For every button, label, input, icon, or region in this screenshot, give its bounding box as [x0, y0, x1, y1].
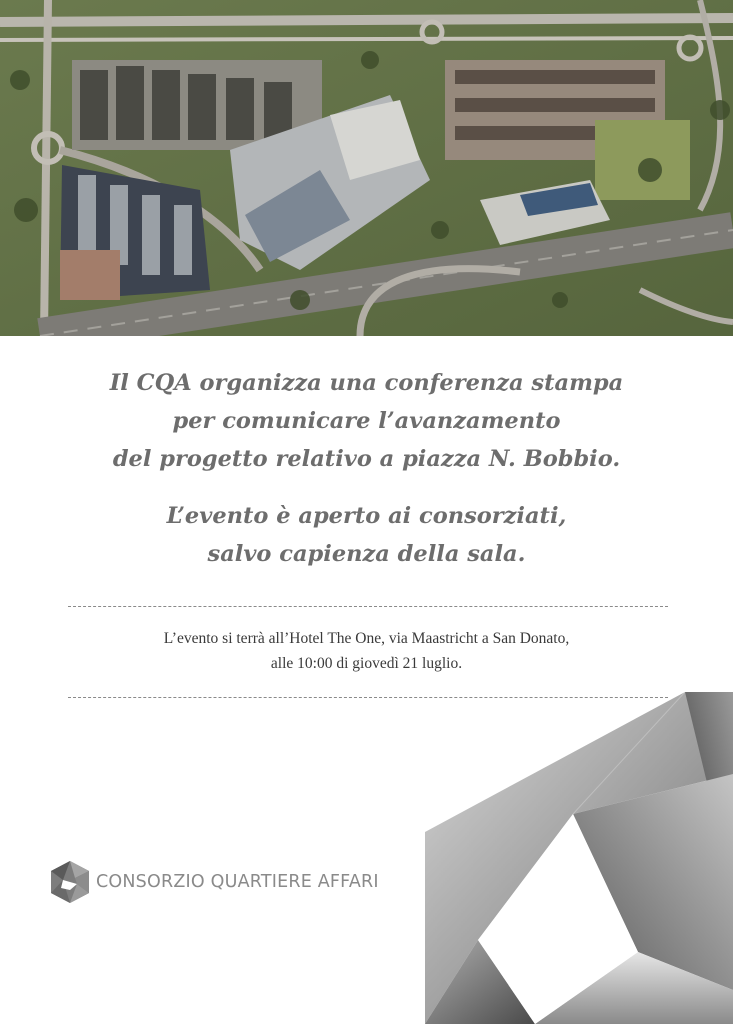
details-line-1: L’evento si terrà all’Hotel The One, via Maastricht a San Donato,: [163, 630, 570, 647]
headline-line-2: per comunicare l’avanzamento: [172, 408, 561, 434]
headline-line-1: Il CQA organizza una conferenza stampa: [109, 370, 624, 396]
attendance-note: [0, 497, 733, 573]
cqa-logo-icon: [49, 860, 91, 904]
event-details: [0, 626, 733, 676]
cqa-logo: [49, 860, 379, 904]
decorative-geometric-graphic: [423, 690, 733, 1024]
note-line-2: salvo capienza della sala.: [207, 541, 526, 567]
aerial-photo: [0, 0, 733, 336]
divider-top: [68, 606, 668, 607]
logo-text: CONSORZIO QUARTIERE AFFARI: [96, 872, 379, 892]
headline-line-3: del progetto relativo a piazza N. Bobbio.: [112, 446, 621, 472]
note-line-1: L’evento è aperto ai consorziati,: [166, 503, 567, 529]
announcement-headline: [0, 364, 733, 478]
details-line-2: alle 10:00 di giovedì 21 luglio.: [270, 655, 463, 672]
